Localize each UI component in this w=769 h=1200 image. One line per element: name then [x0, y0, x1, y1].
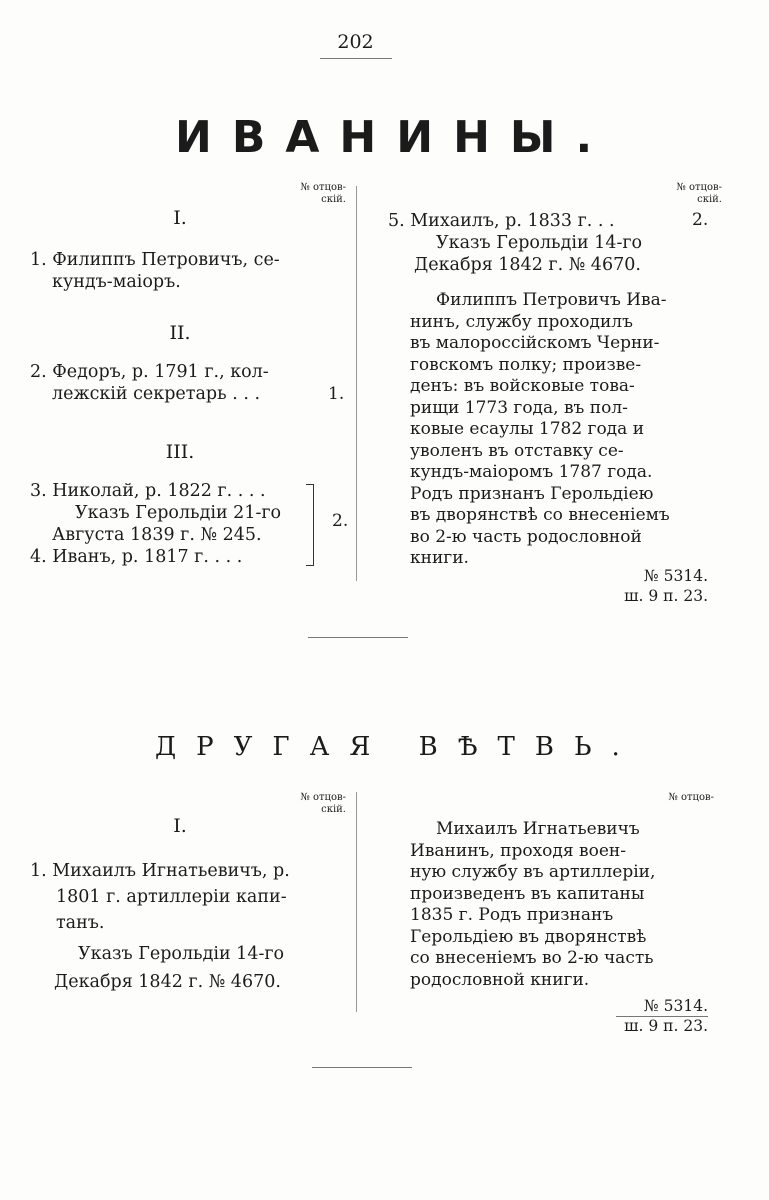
- section-separator: [312, 1067, 412, 1068]
- bio-line: говскомъ полку; произве-: [410, 354, 642, 375]
- patronymic-column-header-right: [660, 182, 722, 206]
- entry-line: 5. Михаилъ, р. 1833 г. . .: [388, 211, 615, 231]
- entry-line: Указъ Герольдіи 14-го: [436, 233, 643, 253]
- generation-heading: III.: [165, 441, 195, 463]
- bio-line: уволенъ въ отставку се-: [410, 440, 624, 461]
- bio-line: Михаилъ Игнатьевичъ: [436, 819, 640, 839]
- entry-line: 2. Федоръ, р. 1791 г., кол-: [30, 362, 269, 382]
- bio-line: со внесеніемъ во 2-ю часть: [410, 948, 654, 968]
- entry-line: Указъ Герольдіи 21-го: [75, 503, 282, 523]
- genealogy-entry-1: [30, 249, 280, 293]
- biography-paragraph: [410, 290, 670, 570]
- entry-line: Декабря 1842 г. № 4670.: [414, 255, 641, 275]
- bio-line: Иванинъ, проходя воен-: [410, 840, 626, 861]
- bio-line: нинъ, службу проходилъ: [410, 311, 633, 332]
- bio-line: ную службу въ артиллеріи,: [410, 862, 656, 882]
- bio-line: въ дворянствѣ со внесеніемъ: [410, 505, 670, 525]
- ref-location: ш. 9 п. 23.: [624, 1017, 708, 1035]
- entry-line: танъ.: [56, 913, 105, 933]
- bio-line: 1835 г. Родъ признанъ: [410, 905, 614, 925]
- section-separator: [308, 637, 408, 638]
- column-divider: [356, 186, 357, 581]
- patronymic-column-header-right: [652, 792, 714, 804]
- column-divider: [356, 792, 357, 1012]
- bio-line: во 2-ю часть родословной: [410, 526, 642, 547]
- entry-line: Указъ Герольдіи 14-го: [78, 944, 285, 964]
- entry-line: 1. Филиппъ Петровичъ, се-: [30, 250, 280, 270]
- col-header-bottom: скій.: [321, 194, 346, 205]
- bio-line: рищи 1773 года, въ пол-: [410, 397, 628, 418]
- bio-line: книги.: [410, 548, 469, 568]
- generation-heading: II.: [169, 322, 191, 344]
- entry-line: 1. Михаилъ Игнатьевичъ, р.: [30, 861, 290, 881]
- decree-note: [54, 940, 284, 996]
- entry-line: 1801 г. артиллеріи капи-: [56, 887, 287, 907]
- entry-bracket: [306, 484, 314, 566]
- bio-line: кундъ-маіоромъ 1787 года.: [410, 462, 653, 482]
- reference-rule: [616, 1016, 708, 1017]
- genealogy-entry-3: [30, 480, 281, 568]
- branch-title: ДРУГАЯ ВѢТВЬ.: [155, 732, 640, 762]
- genealogy-entry-4: 4. Иванъ, р. 1817 г. . . .: [30, 547, 243, 567]
- generation-heading: I.: [173, 207, 187, 229]
- entry-line: кундъ-маіоръ.: [52, 272, 181, 292]
- col-header-top: № отцов-: [300, 182, 346, 193]
- page-number: 202: [337, 31, 374, 53]
- entry-line: Декабря 1842 г. № 4670.: [54, 972, 281, 992]
- header-rule: [320, 58, 392, 59]
- col-header-top: № отцов-: [668, 792, 714, 803]
- patronymic-number: 2.: [332, 511, 349, 531]
- bio-line: родословной книги.: [410, 969, 590, 990]
- bio-line: ковые есаулы 1782 года и: [410, 419, 645, 439]
- patronymic-number: 1.: [328, 384, 345, 404]
- bio-line: Герольдіею въ дворянствѣ: [410, 926, 647, 947]
- col-header-top: № отцов-: [300, 792, 346, 803]
- bio-line: Филиппъ Петровичъ Ива-: [436, 290, 667, 310]
- patronymic-number: 2.: [692, 210, 709, 230]
- entry-line: лежскій секретарь . . .: [52, 384, 261, 404]
- patronymic-column-header-left: [290, 182, 346, 206]
- entry-line: Августа 1839 г. № 245.: [52, 525, 262, 545]
- col-header-top: № отцов-: [676, 182, 722, 193]
- bio-line: Родъ признанъ Герольдіею: [410, 483, 654, 504]
- bio-line: денъ: въ войсковые това-: [410, 376, 635, 396]
- bio-line: произведенъ въ капитаны: [410, 883, 645, 904]
- col-header-bottom: скій.: [321, 804, 346, 815]
- genealogy-entry-5: [388, 210, 642, 276]
- ref-number: № 5314.: [644, 997, 708, 1015]
- generation-heading: I.: [173, 815, 187, 837]
- ref-number: № 5314.: [644, 567, 708, 585]
- archive-reference: [560, 566, 708, 606]
- col-header-bottom: скій.: [697, 194, 722, 205]
- family-title: ИВАНИНЫ.: [175, 112, 613, 163]
- genealogy-entry-1: [30, 858, 290, 936]
- patronymic-column-header-left: [290, 792, 346, 816]
- bio-line: въ малороссійскомъ Черни-: [410, 333, 660, 353]
- entry-line: 3. Николай, р. 1822 г. . . .: [30, 481, 266, 501]
- biography-paragraph: [410, 819, 655, 991]
- genealogy-entry-2: [30, 361, 269, 405]
- ref-location: ш. 9 п. 23.: [624, 587, 708, 605]
